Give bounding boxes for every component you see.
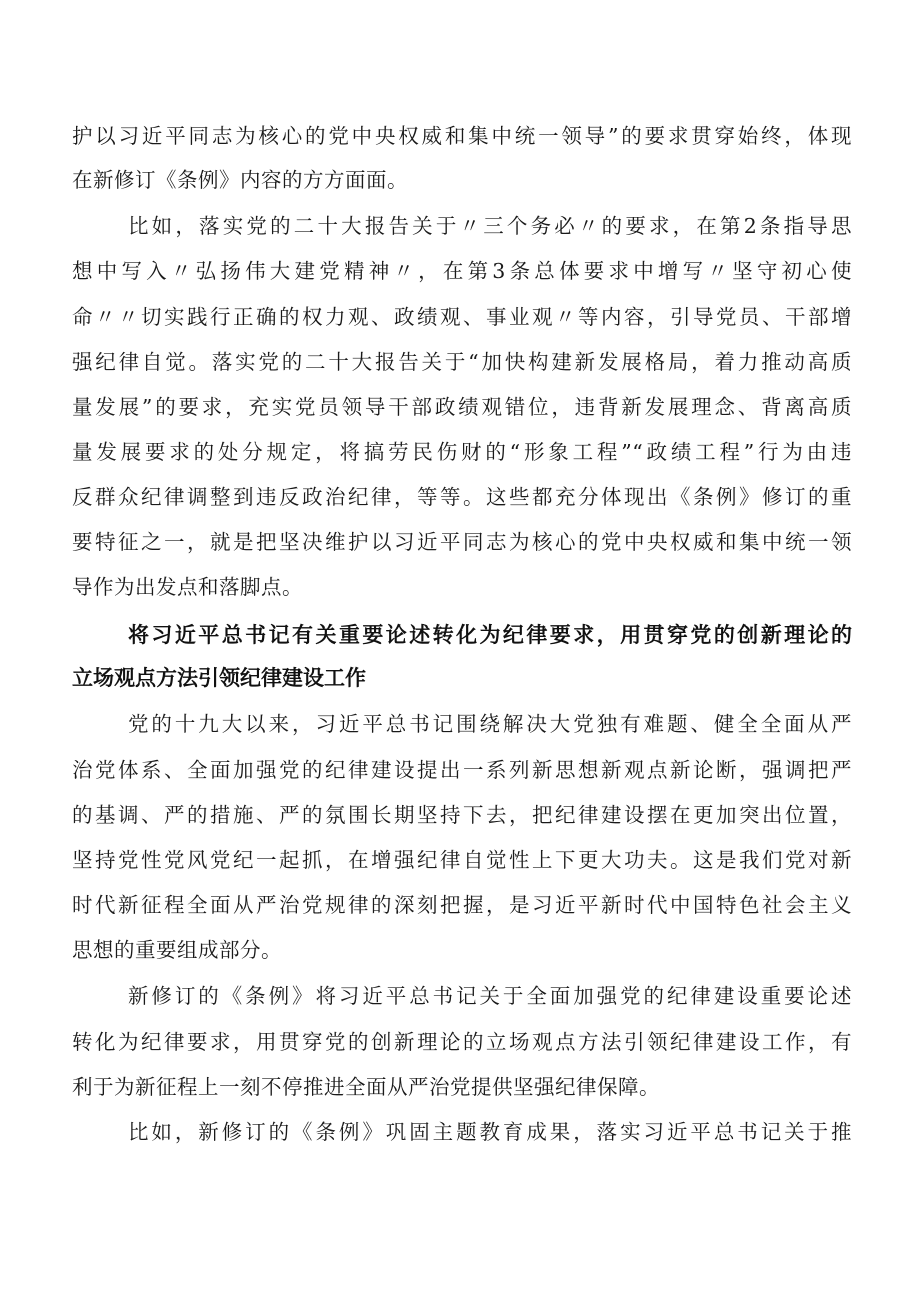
text-line: 比如，落实党的二十大报告关于〃三个务必〃的要求，在第2条指导思	[128, 214, 852, 238]
text-line: 反群众纪律调整到违反政治纪律，等等。这些都充分体现出《条例》修订的重	[72, 485, 852, 509]
text-line: 比如，新修订的《条例》巩固主题教育成果，落实习近平总书记关于推	[128, 1120, 852, 1144]
text-line: 坚持党性党风党纪一起抓，在增强纪律自觉性上下更大功夫。这是我们党对新	[72, 848, 852, 872]
section-heading-line: 立场观点方法引领纪律建设工作	[72, 666, 366, 690]
text-line: 命〃〃切实践行正确的权力观、政绩观、事业观〃等内容，引导党员、干部增	[72, 305, 852, 329]
section-heading-line: 将习近平总书记有关重要论述转化为纪律要求，用贯穿党的创新理论的	[128, 623, 852, 647]
text-line: 在新修订《条例》内容的方方面面。	[72, 168, 408, 192]
text-line: 思想的重要组成部分。	[72, 938, 282, 962]
text-line: 的基调、严的措施、严的氛围长期坚持下去，把纪律建设摆在更加突出位置，	[72, 803, 852, 827]
text-line: 要特征之一，就是把坚决维护以习近平同志为核心的党中央权威和集中统一领	[72, 530, 852, 554]
text-line: 量发展”的要求，充实党员领导干部政绩观错位，违背新发展理念、背离高质	[72, 395, 852, 419]
text-line: 量发展要求的处分规定，将搞劳民伤财的“形象工程”“政绩工程”行为由违	[72, 440, 852, 464]
text-line: 想中写入〃弘扬伟大建党精神〃，在第3条总体要求中增写〃坚守初心使	[72, 259, 852, 283]
text-line: 护以习近平同志为核心的党中央权威和集中统一领导”的要求贯穿始终，体现	[72, 124, 852, 148]
text-line: 时代新征程全面从严治党规律的深刻把握，是习近平新时代中国特色社会主义	[72, 893, 852, 917]
text-line: 利于为新征程上一刻不停推进全面从严治党提供坚强纪律保障。	[72, 1075, 660, 1099]
text-line: 治党体系、全面加强党的纪律建设提出一系列新思想新观点新论断，强调把严	[72, 758, 852, 782]
text-line: 转化为纪律要求，用贯穿党的创新理论的立场观点方法引领纪律建设工作，有	[72, 1030, 852, 1054]
text-line: 导作为出发点和落脚点。	[72, 575, 303, 599]
text-line: 强纪律自觉。落实党的二十大报告关于“加快构建新发展格局，着力推动高质	[72, 350, 852, 374]
text-line: 新修订的《条例》将习近平总书记关于全面加强党的纪律建设重要论述	[128, 984, 852, 1008]
text-line: 党的十九大以来，习近平总书记围绕解决大党独有难题、健全全面从严	[128, 712, 852, 736]
